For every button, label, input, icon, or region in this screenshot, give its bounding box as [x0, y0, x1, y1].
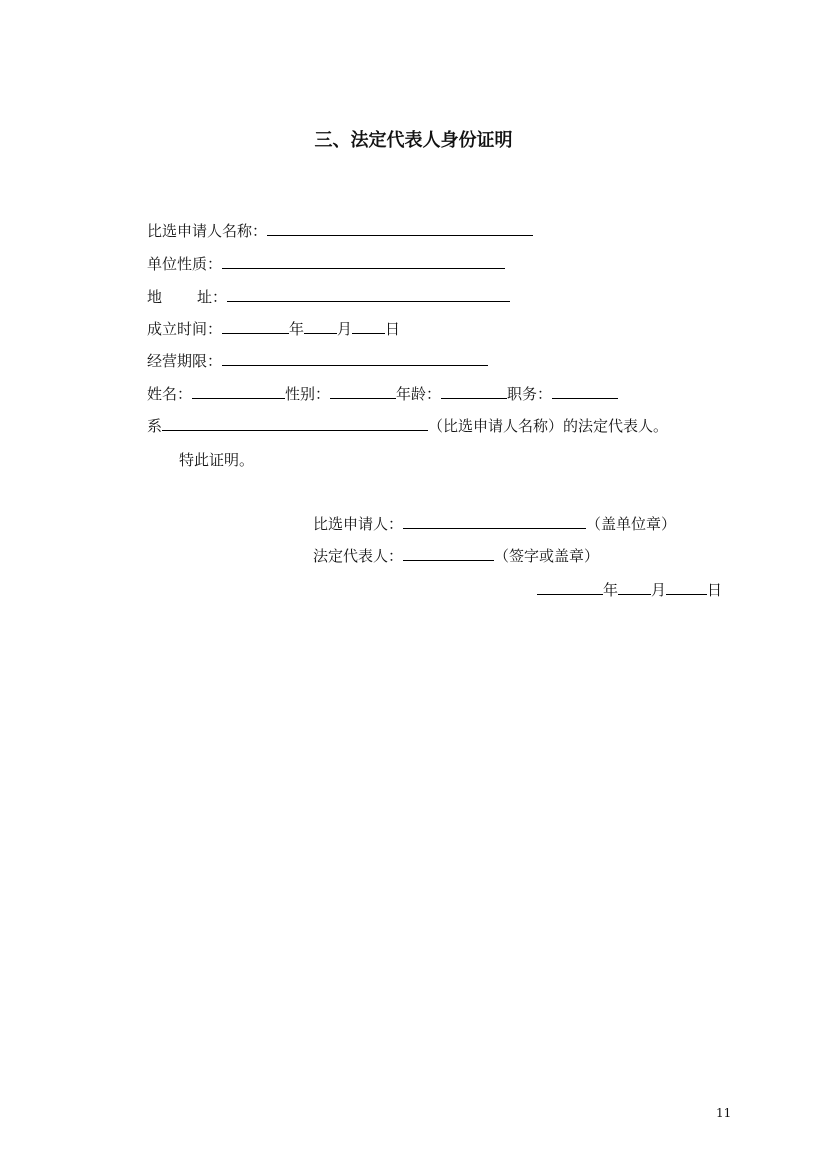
unit-nature-blank[interactable]: [222, 253, 505, 269]
legal-rep-sign-note: （签字或盖章）: [494, 547, 600, 565]
established-day-blank[interactable]: [352, 318, 385, 334]
legal-rep-sign-row: [313, 545, 599, 566]
position-label: 职务：: [507, 385, 553, 403]
day-label: 日: [385, 320, 401, 338]
unit-nature-row: [147, 253, 505, 274]
applicant-name-blank[interactable]: [267, 220, 533, 236]
company-name-blank[interactable]: [162, 415, 428, 431]
applicant-seal-note: （盖单位章）: [586, 515, 677, 533]
legal-rep-sign-blank[interactable]: [403, 545, 494, 561]
established-year-blank[interactable]: [222, 318, 289, 334]
is-suffix: （比选申请人名称）的法定代表人。: [428, 417, 669, 435]
age-blank[interactable]: [441, 383, 507, 399]
hereby-certify: 特此证明。: [179, 451, 255, 469]
page-title: 三、法定代表人身份证明: [314, 130, 513, 151]
sign-day-label: 日: [707, 581, 723, 599]
sign-month-blank[interactable]: [618, 579, 651, 595]
sign-day-blank[interactable]: [666, 579, 707, 595]
gender-blank[interactable]: [330, 383, 396, 399]
applicant-sign-blank[interactable]: [403, 513, 586, 529]
sign-date-row: [537, 579, 722, 600]
established-month-blank[interactable]: [304, 318, 337, 334]
address-label-part2: 址：: [197, 288, 228, 306]
applicant-sign-row: [313, 513, 676, 534]
name-label: 姓名：: [147, 385, 193, 403]
position-blank[interactable]: [552, 383, 618, 399]
age-label: 年龄：: [396, 385, 442, 403]
legal-rep-statement-row: [147, 415, 668, 436]
gender-label: 性别：: [285, 385, 331, 403]
is-prefix: 系: [147, 417, 163, 435]
year-label: 年: [289, 320, 305, 338]
name-blank[interactable]: [192, 383, 285, 399]
address-blank[interactable]: [227, 286, 510, 302]
address-label-part1: 地: [147, 288, 163, 306]
business-term-blank[interactable]: [222, 350, 488, 366]
legal-rep-sign-label: 法定代表人：: [313, 547, 404, 565]
month-label: 月: [337, 320, 353, 338]
applicant-name-label: 比选申请人名称：: [147, 222, 268, 240]
sign-year-label: 年: [603, 581, 619, 599]
business-term-label: 经营期限：: [147, 352, 223, 370]
unit-nature-label: 单位性质：: [147, 255, 223, 273]
person-info-row: [147, 383, 618, 404]
business-term-row: [147, 350, 488, 371]
page-number: 11: [716, 1106, 732, 1120]
sign-year-blank[interactable]: [537, 579, 603, 595]
address-row: [147, 286, 510, 307]
applicant-name-row: [147, 220, 533, 241]
established-row: [147, 318, 400, 339]
applicant-sign-label: 比选申请人：: [313, 515, 404, 533]
established-label: 成立时间：: [147, 320, 223, 338]
sign-month-label: 月: [651, 581, 667, 599]
